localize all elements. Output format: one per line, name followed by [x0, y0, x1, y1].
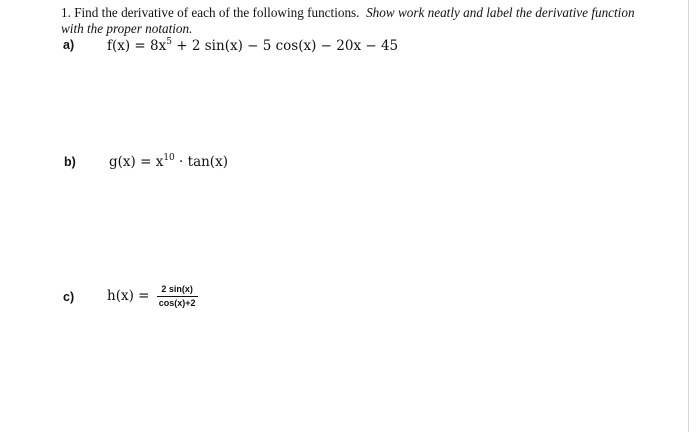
page-edge-divider [688, 0, 689, 432]
question-instruction: Show work neatly and label the derivative function with the proper notation. [61, 5, 635, 36]
part-b-formula [109, 153, 228, 170]
part-c-label: c) [63, 290, 75, 304]
part-a-lhs: f(x) = [107, 38, 151, 54]
part-c-formula [107, 284, 198, 309]
part-b-lhs: g(x) = [109, 154, 156, 170]
part-c-fraction [157, 284, 198, 309]
part-b-label: b) [64, 155, 76, 169]
part-b-term: x [155, 154, 164, 170]
part-a-rest: + 2 sin(x) − 5 cos(x) − 20x − 45 [171, 38, 399, 54]
part-c-numerator: 2 sin(x) [157, 284, 198, 297]
question-prompt [61, 5, 651, 37]
question-lead: 1. Find the derivative of each of the following functions. [61, 5, 360, 20]
part-a-label: a) [63, 38, 75, 52]
part-c-denominator: cos(x)+2 [158, 298, 196, 308]
part-c-lhs: h(x) = [107, 288, 154, 304]
part-b-exponent: 10 [163, 153, 175, 163]
part-b-rest: · tan(x) [174, 154, 228, 170]
part-a-term: 8x [150, 38, 167, 54]
part-a-formula [107, 37, 398, 54]
part-a-exponent: 5 [166, 37, 172, 47]
